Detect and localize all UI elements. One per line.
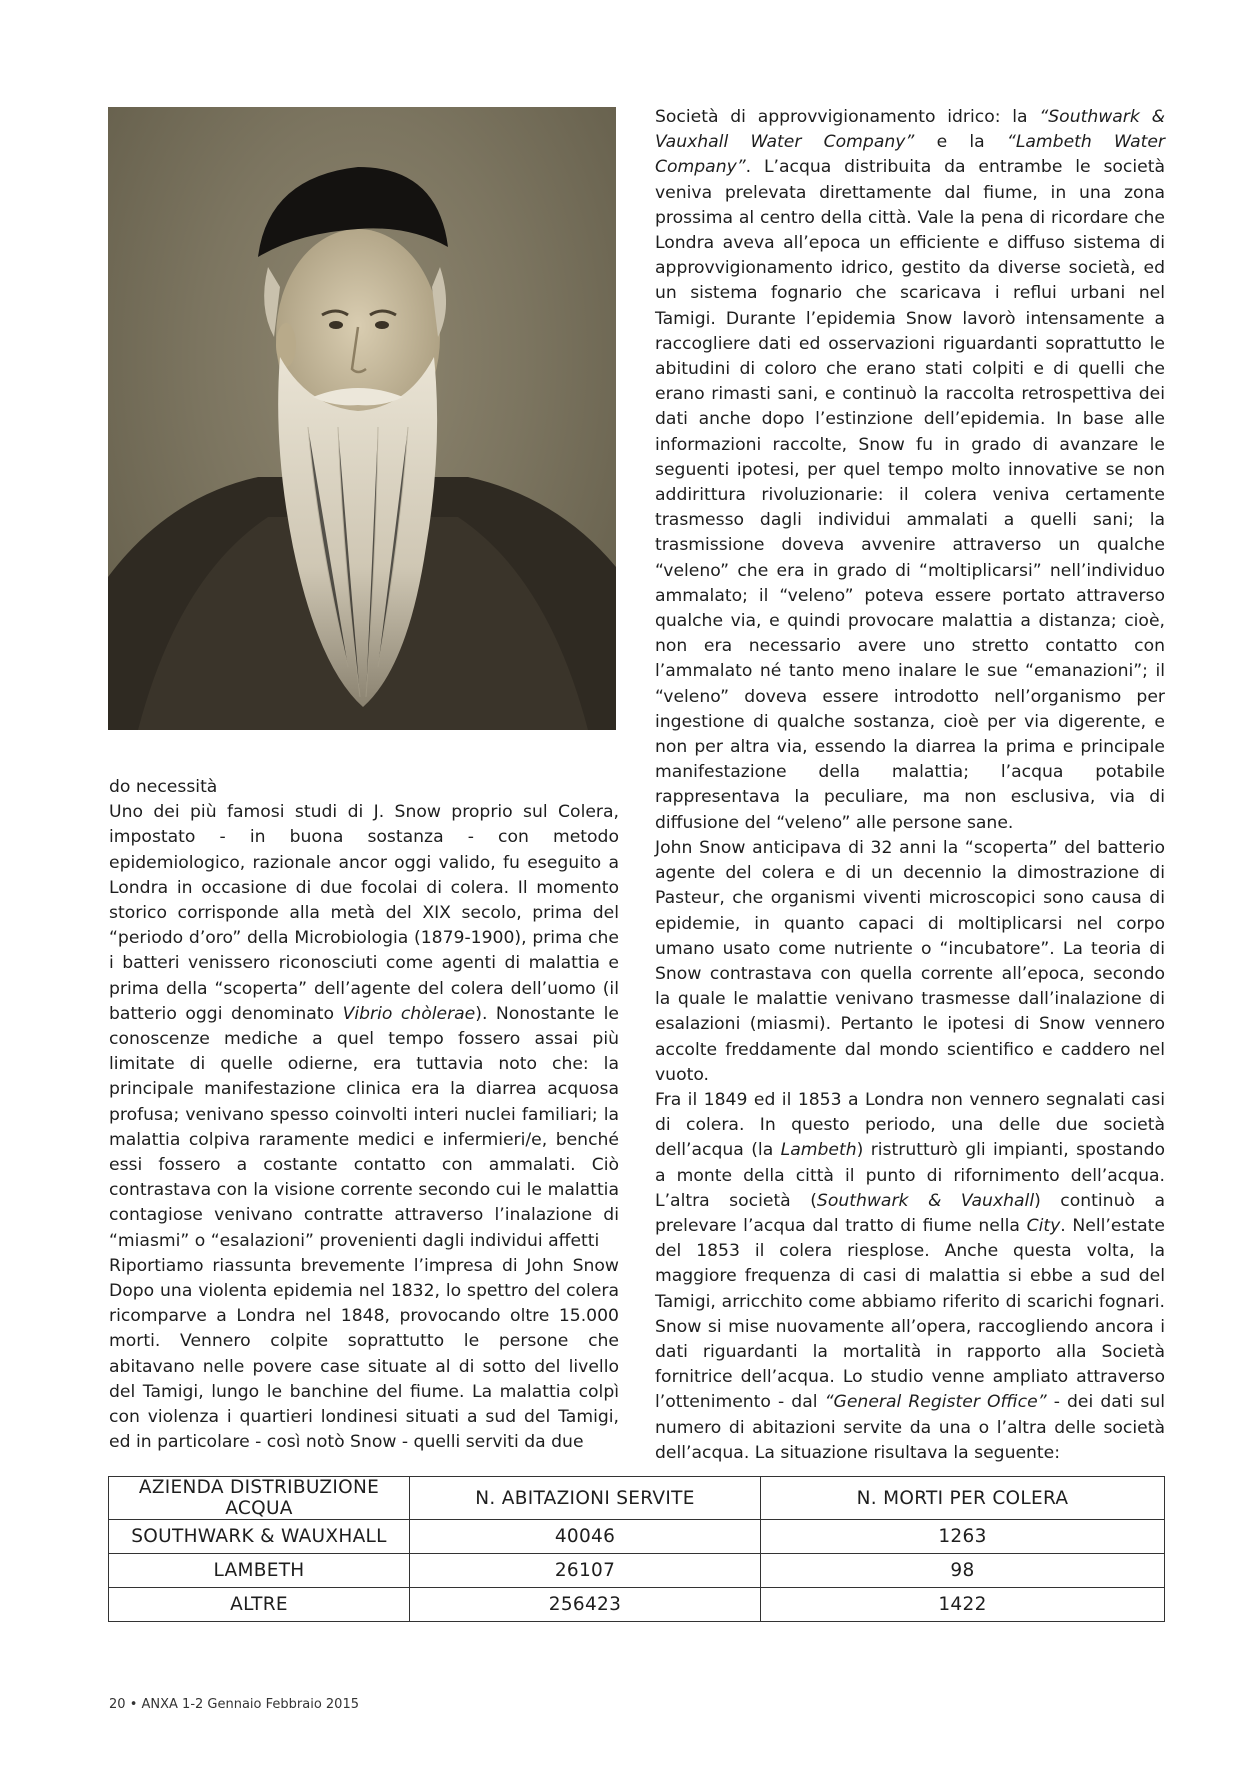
page-number: 20 [109,1697,126,1712]
page-footer [109,1697,359,1712]
footer-separator: • [129,1697,138,1712]
text-run: - dei dati sul numero di abitazioni servite da una o l’altra delle società dell’acqua. La situazione risultava la seguente: [655,1392,1165,1463]
column-header: N. ABITAZIONI SERVITE [410,1477,761,1520]
table-cell: 256423 [410,1588,761,1622]
text-run: Fra il 1849 ed il 1853 a Londra non vennero segnalati casi di colera. In questo periodo, una delle due società dell’acqua (la [655,1089,1165,1161]
paragraph [655,105,1165,836]
table-row [109,1554,1165,1588]
italic-text: Vibrio chòlerae [342,1003,476,1024]
left-column-text [109,775,619,1455]
italic-text: City [1026,1215,1061,1236]
text-run: e la [914,132,1007,153]
column-header: N. MORTI PER COLERA [761,1477,1165,1520]
italic-text: “Southwark & Vauxhall Water Company” [655,107,1165,153]
paragraph [655,836,1165,1088]
table-cell: ALTRE [109,1588,410,1622]
italic-text: “Lambeth Water Company” [655,132,1165,178]
text-run: John Snow anticipava di 32 anni la “scoperta” del batterio agente del colera e di un decennio la dimostrazione di Pasteur, che organismi viventi microscopici sono causa di epidemie, in quanto capaci di moltiplicarsi nel corpo umano usato come nutriente o “incubatore”. La teoria di Snow contrastava con quella corrente all’epoca, secondo la quale le malattie venivano trasmesse dall’inalazione di esalazioni (miasmi). Pertanto le ipotesi di Snow vennero accolte freddamente dal mondo scientifico e caddero nel vuoto. [655,837,1165,1085]
table-row [109,1588,1165,1622]
column-header: AZIENDA DISTRIBUZIONE ACQUA [109,1477,410,1520]
paragraph [109,775,619,800]
text-run: do necessità [109,777,218,797]
paragraph [109,1254,619,1456]
paragraph [655,1088,1165,1466]
italic-text: “General Register Office” [824,1392,1047,1413]
portrait-photo [108,107,616,730]
text-run: ) ristrutturò gli impianti, spostando a monte della città il punto di rifornimento dell’acqua. L’altra società ( [655,1140,1165,1211]
text-run: . Nell’estate del 1853 il colera riesplose. Anche questa volta, la maggiore frequenza di casi di malattia si ebbe a sud del Tamigi, arricchito come abbiamo riferito di scarichi fognari. Snow si mise nuovamente all’opera, raccogliendo ancora i dati riguardanti la mortalità in rapporto alla Società fornitrice dell’acqua. Lo studio venne ampliato attraverso l’ottenimento - dal [655,1215,1165,1413]
paragraph [109,800,619,1254]
table-cell: 40046 [410,1520,761,1554]
text-run: ). Nonostante le conoscenze mediche a quel tempo fossero assai più limitate di quelle odierne, era tuttavia noto che: la principale manifestazione clinica era la diarrea acquosa profusa; venivano spesso coinvolti interi nuclei familiari; la malattia colpiva raramente medici e infermieri/e, benché essi fossero a costante contatto con ammalati. Ciò contrastava con la visione corrente secondo cui le malattia contagiose venivano contratte attraverso l’inalazione di “miasmi” o “esalazioni” provenienti dagli individui affetti [109,1003,619,1251]
text-run: Uno dei più famosi studi di J. Snow proprio sul Colera, impostato - in buona sostanza - con metodo epidemiologico, razionale ancor oggi valido, fu eseguito a Londra in occasione di due focolai di colera. Il momento storico corrisponde alla metà del XIX secolo, prima del “periodo d’oro” della Microbiologia (1879-1900), prima che i batteri venissero riconosciuti come agenti di malattia e prima della “scoperta” dell’agente del colera dell’uomo (il batterio oggi denominato [109,802,619,1024]
text-run: . L’acqua distribuita da entrambe le società veniva prelevata direttamente dal fiume, in una zona prossima al centro della città. Vale la pena di ricordare che Londra aveva all’epoca un efficiente e diffuso sistema di approvvigionamento idrico, gestito da diverse società, ed un sistema fognario che scaricava i reflui urbani nel Tamigi. Durante l’epidemia Snow lavorò intensamente a raccogliere dati ed osservazioni riguardanti soprattutto le abitudini di coloro che erano stati colpiti e di quelli che erano rimasti sani, e continuò la raccolta retrospettiva dei dati anche dopo l’estinzione dell’epidemia. In base alle informazioni raccolte, Snow fu in grado di avanzare le seguenti ipotesi, per quel tempo molto innovative se non addirittura rivoluzionarie: il colera veniva certamente trasmesso dagli individui ammalati a quelli sani; la trasmissione doveva avvenire attraverso un qualche “veleno” che era in grado di “moltiplicarsi” nell’individuo ammalato; il “veleno” poteva essere portato attraverso qualche via, e quindi provocare malattia a distanza; cioè, non era necessario avere uno stretto contatto con l’ammalato né tanto meno inalare le sue “emanazioni”; il “veleno” doveva essere introdotto nell’organismo per ingestione di qualche sostanza, cioè per via digerente, e non per altra via, essendo la diarrea la prima e principale manifestazione della malattia; l’acqua potabile rappresentava la peculiare, ma non esclusiva, via di diffusione del “veleno” alle persone sane. [655,157,1165,833]
italic-text: Southwark & Vauxhall [816,1190,1035,1211]
table-cell: SOUTHWARK & WAUXHALL [109,1520,410,1554]
italic-text: Lambeth [780,1140,857,1161]
table-cell: 1422 [761,1588,1165,1622]
table-cell: LAMBETH [109,1554,410,1588]
cholera-data-table [108,1476,1165,1622]
text-run: Società di approvvigionamento idrico: la [655,107,1040,127]
table-cell: 26107 [410,1554,761,1588]
table-cell: 1263 [761,1520,1165,1554]
table-row [109,1520,1165,1554]
right-column-text [655,105,1165,1466]
text-run: Riportiamo riassunta brevemente l’impresa di John Snow Dopo una violenta epidemia nel 1832, lo spettro del colera ricomparve a Londra nel 1848, provocando oltre 15.000 morti. Vennero colpite soprattutto le persone che abitavano nelle povere case situate al di sotto del livello del Tamigi, lungo le banchine del fiume. La malattia colpì con violenza i quartieri londinesi situati a sud del Tamigi, ed in particolare - così notò Snow - quelli serviti da due [109,1255,619,1453]
text-run: ) continuò a prelevare l’acqua dal tratto di fiume nella [655,1190,1166,1236]
publication-info: ANXA 1-2 Gennaio Febbraio 2015 [141,1697,359,1712]
table-cell: 98 [761,1554,1165,1588]
table-header-row [109,1477,1165,1520]
